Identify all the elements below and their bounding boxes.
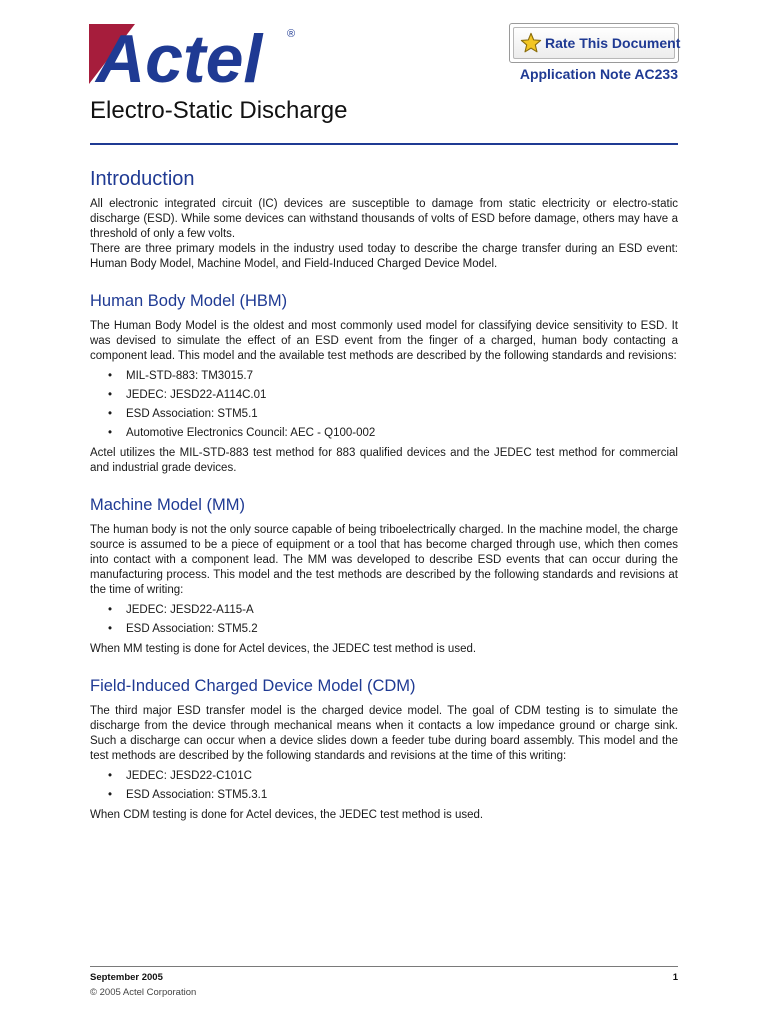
list-item: • JEDEC: JESD22-C101C: [108, 767, 678, 786]
document-title: Electro-Static Discharge: [90, 97, 348, 124]
hbm-intro: The Human Body Model is the oldest and most commonly used model for classifying device sensitivity to ESD. It was devised to simulate the effect of an ESD event from the finger of a charged, human body contacting a component lead. This model and the available test methods are described by the following standards and revisions:: [90, 320, 678, 362]
hbm-section: [90, 292, 678, 476]
list-item: • JEDEC: JESD22-A115-A: [108, 601, 678, 620]
mm-intro: The human body is not the only source capable of being triboelectrically charged. In the machine model, the charge source is assumed to be a piece of equipment or a tool that has become charged through use, which then comes into contact with a component lead. The MM was developed to describe ESD events that can occur during the manufacturing process. This model and the test methods are described by the following standards and revisions at the time of writing:: [90, 524, 678, 596]
footer-date: September 2005: [90, 972, 163, 983]
introduction-section: [90, 168, 678, 272]
cdm-section: [90, 677, 678, 823]
title-divider: [90, 143, 678, 145]
page-number: 1: [672, 972, 678, 983]
intro-paragraph: There are three primary models in the industry used today to describe the charge transfer during an ESD event: Human Body Model, Machine Model, and Field-Induced Charged Device Model.: [90, 243, 678, 270]
cdm-outro: When CDM testing is done for Actel devices, the JEDEC test method is used.: [90, 809, 484, 821]
cdm-standards-list: [90, 767, 678, 805]
star-icon: [520, 32, 542, 54]
cdm-intro: The third major ESD transfer model is the charged device model. The goal of CDM testing is to simulate the discharge from the device through mechanical means when it contacts a low impedance ground or charge sink. Such a discharge can occur when a device slides down a feeder tube during board assembly. This model and the test methods are described by the following standards and revisions at the time of this writing:: [90, 705, 678, 762]
mm-section: [90, 496, 678, 657]
actel-logo: [89, 24, 305, 86]
rate-button-label: Rate This Document: [545, 35, 681, 51]
intro-paragraph: All electronic integrated circuit (IC) devices are susceptible to damage from static electricity or electro-static discharge (ESD). While some devices can withstand thousands of volts of ESD before damage, others may have a threshold of only a few volts.: [90, 198, 678, 240]
mm-heading: Machine Model (MM): [90, 496, 245, 514]
list-item: • MIL-STD-883: TM3015.7: [108, 367, 678, 386]
list-item: • Automotive Electronics Council: AEC - Q100-002: [108, 424, 678, 443]
mm-standards-list: [90, 601, 678, 639]
hbm-standards-list: [90, 367, 678, 443]
list-item: • ESD Association: STM5.1: [108, 405, 678, 424]
footer-divider: [90, 966, 678, 967]
list-item: • ESD Association: STM5.3.1: [108, 786, 678, 805]
application-note-label: Application Note AC233: [519, 66, 678, 82]
logo-text: Actel: [96, 24, 263, 86]
hbm-heading: Human Body Model (HBM): [90, 292, 288, 310]
rate-document-button[interactable]: [509, 23, 679, 63]
list-item: • ESD Association: STM5.2: [108, 620, 678, 639]
mm-outro: When MM testing is done for Actel devices, the JEDEC test method is used.: [90, 643, 477, 655]
footer-copyright: © 2005 Actel Corporation: [90, 987, 197, 998]
introduction-heading: Introduction: [90, 168, 195, 190]
registered-mark: ®: [287, 28, 296, 40]
list-item: • JEDEC: JESD22-A114C.01: [108, 386, 678, 405]
document-body: [90, 168, 678, 823]
cdm-heading: Field-Induced Charged Device Model (CDM): [90, 677, 416, 695]
rate-button-face[interactable]: [513, 27, 681, 59]
hbm-outro: Actel utilizes the MIL-STD-883 test method for 883 qualified devices and the JEDEC test method for commercial and industrial grade devices.: [90, 447, 678, 474]
